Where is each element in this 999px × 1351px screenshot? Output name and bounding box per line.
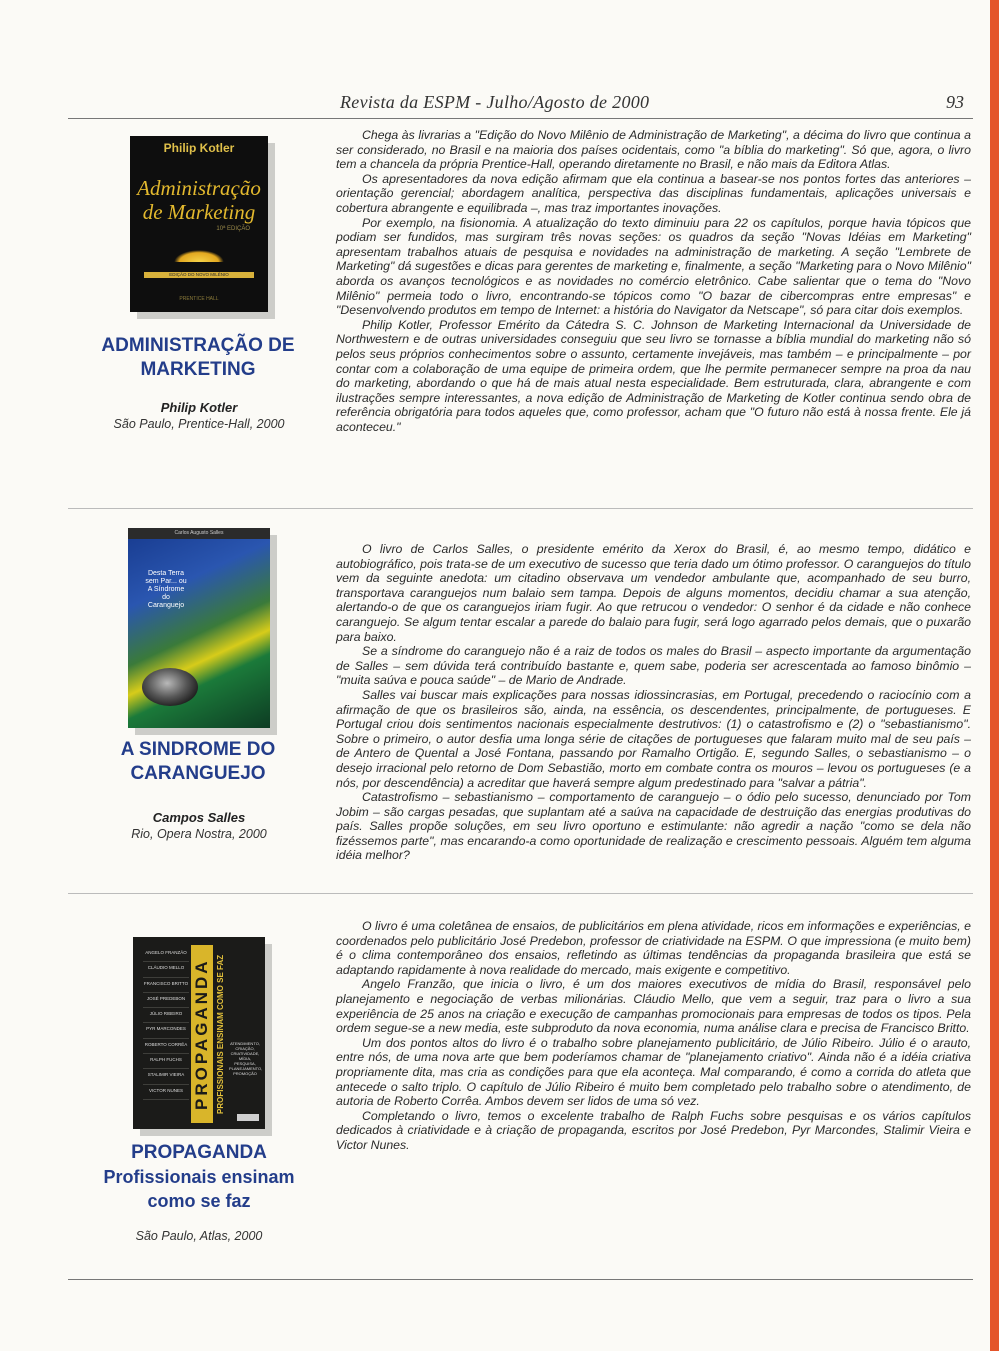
review-text (336, 542, 971, 863)
book-title: A SINDROME DO CARANGUEJO (120, 739, 276, 784)
section-divider (68, 893, 973, 894)
paragraph: Salles vai buscar mais explicações para nossas idiossincrasias, em Portugal, precedendo o raciocínio com a afirmação de que os brasileiros são, ainda, na essência, os descendentes, principalmente, de portugueses. E Portugal criou dois sentimentos nacionais especialmente destrutivos: (1) o catastrofismo e (2) o "sebastianismo". Sobre o primeiro, o autor desfia uma longa série de citações de portugueses que falaram muito mal de seu país – de Antero de Quental a José Fontana, passando por Ramalho Ortigão. E, segundo Salles, o sebastianismo – o desejo irracional pelo retorno de Dom Sebastião, morto em combate contra os mouros – levou os portugueses (e a nós, por descendência) a acreditar que haverá sempre algum predestinado para "salvar a pátria". (336, 687, 971, 790)
crab-image (142, 668, 198, 706)
cover-vertical-subtitle: PROFISSIONAIS ENSINAM COMO SE FAZ (216, 954, 225, 1114)
paragraph: Os apresentadores da nova edição afirmam que ela continua a basear-se nos pontos fortes das anteriores – orientação gerencial; abordagem analítica, perspectiva das disciplinas fundamentais, aplicações universais e cobertura abrangente e equilibrada –, mas traz importantes inovações. (336, 171, 971, 215)
publisher-logo (237, 1114, 259, 1121)
review-text (336, 128, 971, 434)
paragraph: Chega às livrarias a "Edição do Novo Milênio de Administração de Marketing", a décima do livro que continua a ser considerado, no Brasil e na maioria dos países ocidentais, como "a bíblia do marketing". Só que, agora, o livro tem a chancela da própria Prentice-Hall, operando diretamente no Brasil, e não mais da Editora Atlas. (336, 128, 971, 172)
book-info (68, 128, 330, 431)
cover-title: Desta Terra sem Par... ou A Síndrome do Caranguejo (145, 570, 187, 609)
book-author: Campos Salles (152, 810, 246, 825)
journal-title: Revista da ESPM - Julho/Agosto de 2000 (340, 92, 650, 112)
paragraph: Catastrofismo – sebastianismo – comportamento de caranguejo – o ódio pelo sucesso, denunciado por Tom Jobim – são cargas pesadas, que suplantam até a saúva na capacidade de destruição das energias produtivas do país. Salles propõe soluções, em seu livro oportuno e estimulante: não agredir a nação "como se dela não fizéssemos parte", mas encarando-a como oportunidade de realização e crescimento pessoais. Alguém tem alguma idéia melhor? (336, 790, 971, 863)
paragraph: Completando o livro, temos o excelente trabalho de Ralph Fuchs sobre pesquisas e os vários capítulos dedicados à criatividade e à criação de propaganda, escritos por José Predebon, Pyr Marcondes, Stalimir Vieira e Victor Nunes. (336, 1108, 971, 1152)
book-title: PROPAGANDA (131, 1142, 267, 1163)
cover-edition: 10ª EDIÇÃO (216, 226, 250, 232)
page-edge-bar (990, 0, 999, 1351)
page-number: 93 (946, 92, 964, 112)
book-cover (130, 136, 268, 312)
book-info (68, 905, 330, 1243)
section-divider (68, 508, 973, 509)
book-info (68, 520, 330, 841)
book-publisher: São Paulo, Atlas, 2000 (135, 1229, 263, 1243)
cover-blurb: ATENDIMENTO, CRIAÇÃO, CRIATIVIDADE, MÍDIA, PESQUISA, PLANEJAMENTO, PROMOÇÃO (229, 1041, 263, 1076)
paragraph: O livro é uma coletânea de ensaios, de publicitários em plena atividade, ricos em informações e experiências, e coordenados pelo publicitário José Predebon, professor de criatividade na ESPM. O que impressiona (e muito bem) é o clima contemporâneo dos ensaios, refletindo as últimas tendências da propaganda brasileira que está se adaptando rapidamente à nova realidade do mercado, mais exigente e competitivo. (336, 919, 971, 977)
paragraph: Philip Kotler, Professor Emérito da Cátedra S. C. Johnson de Marketing Internacional da Universidade de Northwestern e de outras universidades conseguiu que seu livro se tornasse a bíblia mundial do marketing não só pelos seus próprios conhecimentos sobre o assunto, certamente invejáveis, mas também – e principalmente – por contar com a colaboração de uma equipe de primeira ordem, que lhe permite permanecer sempre na proa da nau do marketing, abordando o que há de mais atual nesta especialidade. Bem estruturada, clara, abrangente e com ilustrações sempre interessantes, a nova edição de Administração de Marketing de Kotler continua sendo obra de referência obrigatória para todos aqueles que, como professor, acham que "O futuro não está à nossa frente. Ele já aconteceu." (336, 317, 971, 434)
footer-rule (68, 1279, 973, 1280)
book-subtitle: Profissionais ensinam como se faz (103, 1167, 295, 1211)
paragraph: O livro de Carlos Salles, o presidente emérito da Xerox do Brasil, é, ao mesmo tempo, didático e autobiográfico, pois trata-se de um executivo de sucesso que teria dado um ótimo professor. O caranguejos do título vem da seguinte anedota: um citadino observava um vendedor ambulante que, acompanhado de seu burro, transportava caranguejos num balaio sem tampa. Depois de alguns momentos, decidiu chamar a sua atenção, alertando-o de que os caranguejos iriam fugir. Ao que retrucou o vendedor: O senhor é da cidade e não conhece caranguejo. Se algum tentar escalar a parede do balaio para fugir, será logo agarrado pelos demais, que o puxarão para baixo. (336, 542, 971, 644)
book-author: Philip Kotler (160, 400, 238, 415)
book-cover (133, 937, 265, 1129)
page-header (68, 90, 968, 116)
paragraph: Angelo Franzão, que inicia o livro, é um dos maiores executivos de mídia do Brasil, responsável pelo planejamento e negociação de verbas milionárias. Cláudio Mello, que vem a seguir, traz para o livro a sua experiência de 25 anos na criação e execução de campanhas promocionais para empresas de todos os tipos. Pela ordem segue-se a new media, este subproduto da nova economia, numa análise clara e precisa de Francisco Britto. (336, 977, 971, 1036)
paragraph: Por exemplo, na fisionomia. A atualização do texto diminuiu para 22 os capítulos, porque havia tópicos que podiam ser fundidos, mas surgiram três novas seções: os quadros da seção "Novas Idéias em Marketing" apresentam trabalhos atuais de pesquisa e novidades na administração de marketing. A seção "Lembrete de Marketing" dá sugestões e dicas para gerentes de marketing e, finalmente, a seção "Marketing para o Novo Milênio" aborda os avanços tecnológicos e as novidades no comércio eletrônico. Cabe salientar que o tema do "Novo Milênio" permeia todo o livro, encontrando-se tópicos como "O bazar de cibercompras entre empresas" e "Desenvolvendo produtos em tempo de Internet: a história do Navigator da Netscape", só para citar dois exemplos. (336, 215, 971, 318)
paragraph: Se a síndrome do caranguejo não é a raiz de todos os males do Brasil – aspecto importante da argumentação de Salles – sem dúvida terá contribuído bastante e, quem sabe, poderia ser acrescentada ao famoso binômio – "muita saúva e pouca saúde" – de Mario de Andrade. (336, 644, 971, 688)
paragraph: Um dos pontos altos do livro é o trabalho sobre planejamento publicitário, de Júlio Ribeiro. Júlio é o arauto, entre nós, de uma nova arte que bem poderíamos chamar de "planejamento criativo". Ainda não é a idéia criativa propriamente dita, mas cria as condições para que ela aconteça. Mal comparando, é como a corrida do atleta que antecede o salto triplo. O capítulo de Júlio Ribeiro é muito bem completado pelo trabalho sobre o atendimento, de autoria de Roberto Corrêa. Ambos devem ser lidos de uma só vez. (336, 1035, 971, 1109)
cover-author-list: ANGELO FRANZÃO CLÁUDIO MELLO FRANCISCO BRITTO JOSÉ PREDEBON JÚLIO RIBEIRO PYR MARCONDES ROBERTO CORRÊA RALPH FUCHS STALIMIR VIEIRA VICTOR NUNES (143, 947, 189, 1100)
cover-author: Philip Kotler (163, 141, 235, 155)
cover-publisher: PRENTICE HALL (179, 296, 219, 302)
header-rule (68, 118, 973, 119)
book-cover (128, 528, 270, 728)
cover-sun-graphic (174, 250, 224, 262)
cover-band: EDIÇÃO DO NOVO MILÊNIO (144, 272, 254, 278)
cover-top-author: Carlos Augusto Salles (128, 528, 270, 539)
book-publisher: São Paulo, Prentice-Hall, 2000 (113, 417, 285, 431)
cover-vertical-title-band: PROPAGANDA (191, 945, 213, 1123)
review-text (336, 919, 971, 1153)
cover-title: Administração de Marketing (137, 176, 261, 224)
book-title: ADMINISTRAÇÃO DE MARKETING (101, 335, 295, 380)
book-publisher: Rio, Opera Nostra, 2000 (131, 827, 267, 841)
